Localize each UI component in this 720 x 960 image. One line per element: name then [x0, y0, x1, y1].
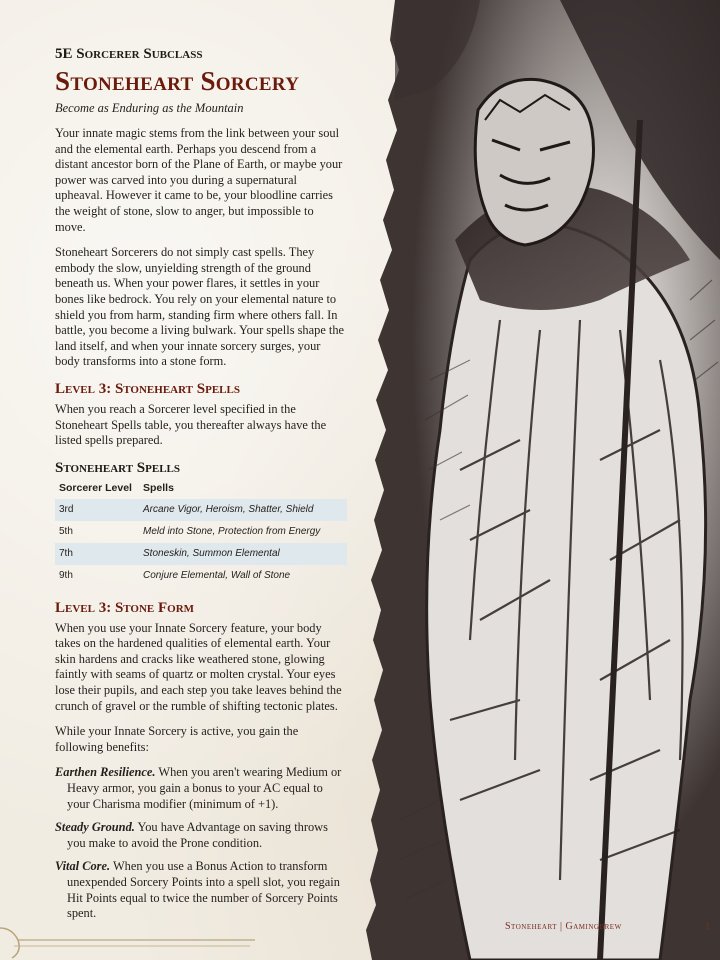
- table-row: [55, 543, 347, 565]
- stone-form-text: When you use your Innate Sorcery feature, your body takes on the hardened qualities of elemental earth. Your skin hardens and cracks like weathered stone, glowing faintly with seams of quartz or molten crystal. Your eyes lose their pupils, and each step you take leaves behind the crunch of gravel or the rumble of shifting tectonic plates.: [55, 620, 342, 713]
- page-subtitle: Become as Enduring as the Mountain: [55, 101, 244, 115]
- intro-paragraph: Stoneheart Sorcerers do not simply cast spells. They embody the slow, unyielding strength of the ground beneath us. When your power flares, it settles in your bones like bedrock. You rely on your elemental nature to shield you from harm, standing firm where others fall. In battle, you become a living bulwark. Your spells shape the land itself, and when your innate sorcery surges, your body transforms into a stone form.: [55, 245, 345, 369]
- spells-section-text: When you reach a Sorcerer level specified in the Stoneheart Spells table, you thereafter always have the listed spells prepared.: [55, 401, 327, 448]
- page-title: Stoneheart Sorcery: [55, 66, 300, 96]
- spells-table-title: Stoneheart Spells: [55, 459, 180, 476]
- table-header-row: [55, 479, 347, 499]
- table-row: [55, 499, 347, 521]
- benefit-item: [55, 765, 347, 812]
- intro-paragraph: Your innate magic stems from the link between your soul and the elemental earth. Perhaps you descend from a distant ancestor born of the Plane of Earth, or maybe your power was carved into you during a supernatural upheaval. However it came to be, your bloodline carries the weight of stone, slow to anger, but impossible to move.: [55, 126, 343, 234]
- benefit-name: Earthen Resilience.: [55, 765, 156, 780]
- benefit-item: [55, 820, 347, 851]
- table-cell-level: 3rd: [55, 499, 141, 521]
- table-row: [55, 565, 347, 587]
- footer-credit: Stoneheart | Gamingbrew: [505, 921, 622, 932]
- benefit-text: When you aren't wearing Medium or Heavy armor, you gain a bonus to your AC equal to your Charisma modifier (minimum of +1).: [67, 765, 342, 811]
- table-cell-spells: Meld into Stone, Protection from Energy: [143, 526, 321, 538]
- table-row: [55, 521, 347, 543]
- table-cell-level: 9th: [59, 570, 73, 582]
- stone-form-heading: Level 3: Stone Form: [55, 599, 195, 616]
- spells-table: [55, 479, 347, 587]
- table-cell-spells: Stoneskin, Summon Elemental: [141, 543, 347, 565]
- benefit-text: You have Advantage on saving throws you make to avoid the Prone condition.: [67, 820, 328, 850]
- stone-form-intro: While your Innate Sorcery is active, you gain the following benefits:: [55, 724, 299, 754]
- table-cell-spells: Conjure Elemental, Wall of Stone: [143, 570, 291, 582]
- content-column: [55, 44, 347, 930]
- page-number: 1: [705, 921, 710, 932]
- benefit-text: When you use a Bonus Action to transform unexpended Sorcery Points into a spell slot, you regain Hit Points equal to twice the number of Sorcery Points spent.: [67, 859, 340, 921]
- page-kicker: 5E Sorcerer Subclass: [55, 46, 203, 62]
- corner-ornament: [0, 868, 260, 960]
- benefit-name: Steady Ground.: [55, 820, 135, 835]
- spells-section-heading: Level 3: Stoneheart Spells: [55, 380, 240, 397]
- table-cell-level: 7th: [55, 543, 141, 565]
- table-cell-level: 5th: [59, 526, 73, 538]
- table-header-spells: Spells: [143, 481, 174, 494]
- table-cell-spells: Arcane Vigor, Heroism, Shatter, Shield: [141, 499, 347, 521]
- table-header-level: Sorcerer Level: [59, 481, 132, 494]
- benefit-name: Vital Core.: [55, 859, 111, 874]
